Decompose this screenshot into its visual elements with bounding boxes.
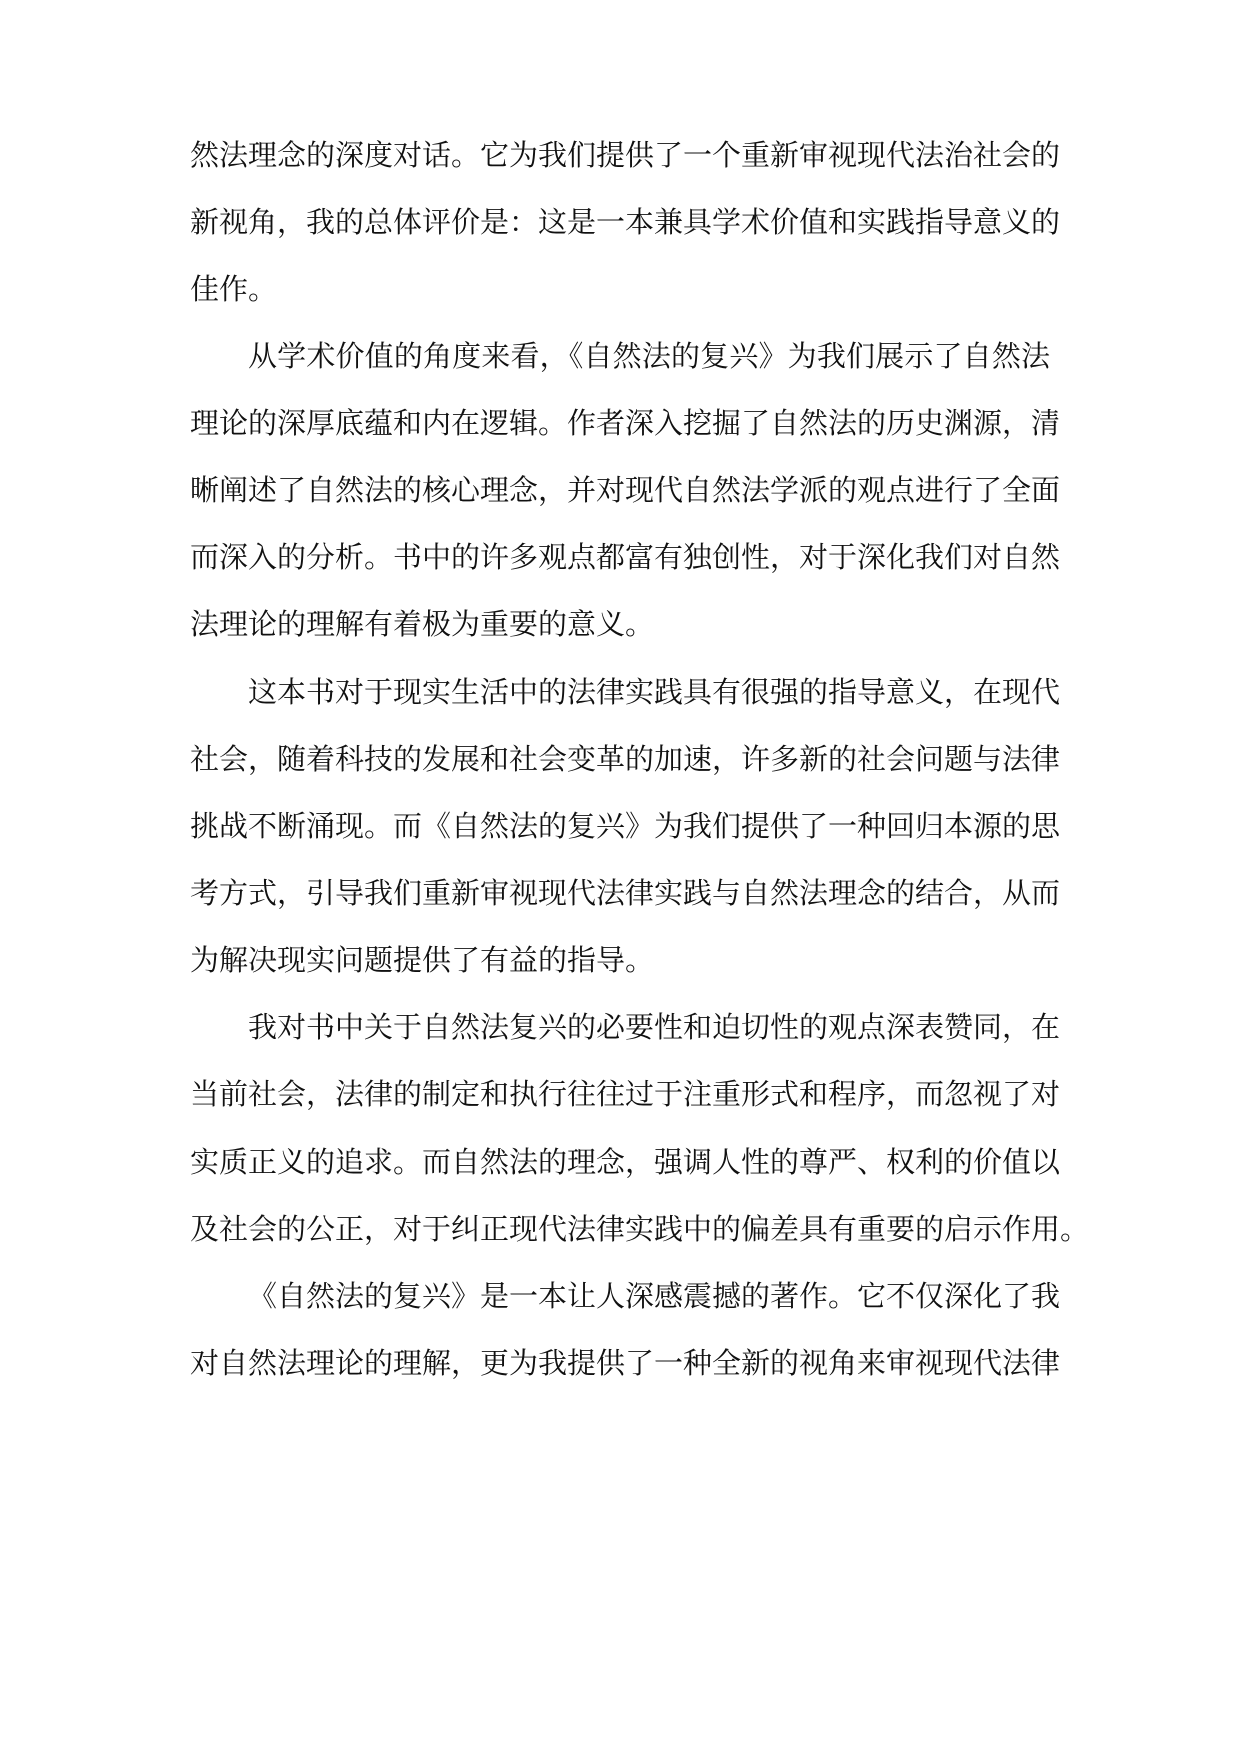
text-line: 晰阐述了自然法的核心理念，并对现代自然法学派的观点进行了全面 [190,473,1061,507]
text-line: 当前社会，法律的制定和执行往往过于注重形式和程序，而忽视了对 [190,1077,1061,1111]
text-line: 法理论的理解有着极为重要的意义。 [190,607,655,641]
text-line: 我对书中关于自然法复兴的必要性和迫切性的观点深表赞同，在 [248,1010,1061,1044]
text-line: 《自然法的复兴》是一本让人深感震撼的著作。它不仅深化了我 [248,1279,1061,1313]
text-line: 这本书对于现实生活中的法律实践具有很强的指导意义，在现代 [248,675,1061,709]
text-line: 挑战不断涌现。而《自然法的复兴》为我们提供了一种回归本源的思 [190,809,1061,843]
text-line: 佳作。 [190,272,278,306]
text-line: 考方式，引导我们重新审视现代法律实践与自然法理念的结合，从而 [190,876,1061,910]
text-line: 理论的深厚底蕴和内在逻辑。作者深入挖掘了自然法的历史渊源，清 [190,406,1061,440]
text-line: 新视角，我的总体评价是：这是一本兼具学术价值和实践指导意义的 [190,205,1061,239]
text-line: 对自然法理论的理解，更为我提供了一种全新的视角来审视现代法律 [190,1346,1061,1380]
text-line: 而深入的分析。书中的许多观点都富有独创性，对于深化我们对自然 [190,540,1061,574]
text-line: 从学术价值的角度来看，《自然法的复兴》为我们展示了自然法 [248,339,1050,373]
text-line: 然法理念的深度对话。它为我们提供了一个重新审视现代法治社会的 [190,138,1061,172]
text-line: 为解决现实问题提供了有益的指导。 [190,943,655,977]
text-line: 社会，随着科技的发展和社会变革的加速，许多新的社会问题与法律 [190,742,1061,776]
text-line: 实质正义的追求。而自然法的理念，强调人性的尊严、权利的价值以 [190,1145,1061,1179]
text-line: 及社会的公正，对于纠正现代法律实践中的偏差具有重要的启示作用。 [190,1212,1090,1246]
